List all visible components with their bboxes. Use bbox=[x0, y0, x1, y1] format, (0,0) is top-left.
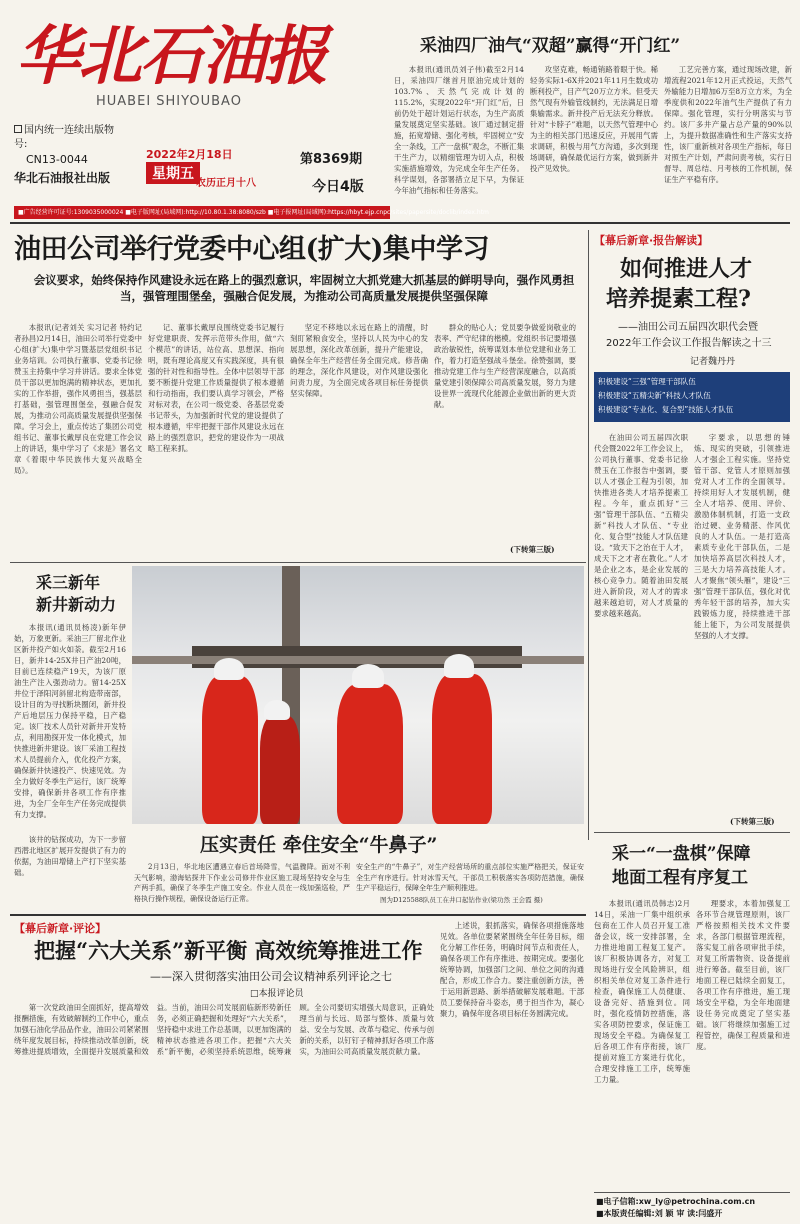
right-tag-2: 积极建设“五精尖新”科技人才队伍 bbox=[598, 391, 711, 400]
main-body-1: 本报讯(记者刘关 实习记者 特约记者孙昌)2月14日，油田公司举行党委中心组(扩大)集中学习暨基层党组织书记业务培训。公司执行董事、党委书记徐赞玉主持集中学习并讲话。要求全体党员干部以更加饱满的精神状态，更加扎实的工作举措，强作风勇担当，强基层打基础，强管理围堡垒，强融合促发展，为推动公司高质量发展提供坚强保障。学习会上，重点传达了集团公司党组书记、董事长戴厚良在党建工作会议上的讲话，集中学习了《求是》署名文章《着眼中华民族伟大复兴战略全局》。 bbox=[14, 323, 142, 475]
masthead-pinyin: HUABEI SHIYOUBAO bbox=[96, 94, 242, 109]
top-story-body-3: 工艺完善方案，通过现场改建，新增流程2021年12月正式投运，天然气外输能力日增加6万至8万立方米，为全季度供和2022年油气生产提供了有力保障。强化管理，实行分明落实与节约。该厂多井产量占总产量的90%以上，为提升数据准确性和生产落实支持性，该厂重新核对各项生产指标，每日对照生产计划，严肃问责考核，实行日督导、周总结、月考核的工作机制，保证生产平稳有序。 bbox=[664, 65, 792, 184]
right-story2-headline-1: 采一“一盘棋”保障 bbox=[612, 844, 751, 864]
commentary-body: 第一次党政油田全面抓好，提高增效报酬措施，有效破解制约工作中心，重点加强石油化学品品作业，油田公司紧紧围绕年度发展目标，持续推动改革创新，统筹推进提质增效，全面提升发展质量和效益。当前，油田公司发展面临新形势新任务，必须正确把握和处理好“六大关系”，坚持稳中求进工作总基调，以更加饱满的精神状态推进各项工作。把握“六大关系”新平衡，必须坚持系统思维，统筹兼顾。全公司要切实增强大局意识，正确处理当前与长远、局部与整体、质量与效益、安全与发展、改革与稳定、传承与创新的关系，以钉钉子精神抓好各项工作落实，为油田公司高质量发展贡献力量。 bbox=[14, 1003, 434, 1056]
photo-caption-title: 压实责任 牵住安全“牛鼻子” bbox=[200, 834, 438, 856]
issue-number: 第8369期 bbox=[300, 152, 363, 167]
pages-today: 今日4版 bbox=[312, 179, 364, 195]
cn-info bbox=[14, 124, 124, 185]
left-body-end: 该井的钻探成功，为下一步留西潜北地区扩展开发提供了有力的依据，为油田增储上产打下坚实基础。 bbox=[14, 835, 126, 877]
footer-email: ■电子信箱:xw_ly@petrochina.com.cn bbox=[596, 1197, 756, 1206]
footer-editors: ■本版责任编辑:刘 颖 审 读:闫盛开 bbox=[596, 1209, 723, 1218]
cn-label-text: 国内统一连续出版物号: bbox=[14, 125, 114, 150]
cn-code: CN13-0044 bbox=[26, 153, 88, 166]
main-headline: 油田公司举行党委中心组(扩大)集中学习 bbox=[14, 234, 490, 265]
masthead-title: 华北石油报 bbox=[16, 19, 326, 94]
right-tag-3: 积极建设“专业化、复合型”技能人才队伍 bbox=[598, 405, 734, 414]
right-headline-1: 如何推进人才 bbox=[620, 256, 753, 282]
right-story2-body-2: 理要求，本着加强复工各环节合规管理原则，该厂严格按照相关技术文件要求，各部门根据管理流程，落实复工前各项审批手续，对复工所需物资、设备提前进行筹备。截至目前，该厂地面工程已陆续全面复工，各项工作有序推进，施工现场安全平稳，为全年地面建设任务完成奠定了坚实基础。该厂将继续加强施工过程管控，确保工程质量和进度。 bbox=[696, 899, 790, 1051]
lunar-date: 农历正月十八 bbox=[196, 178, 256, 189]
checkbox-icon bbox=[14, 125, 22, 133]
main-body-3: 坚定不移地以永远在路上的清醒，时刻盯紧粮食安全，坚持以人民为中心的发展思想，深化改革创新，提升产能建设，确保全年生产经营任务全面完成。修昔确的理念，深化作风建设，对作风建设强化问责力度，为全面完成各项目标任务提供坚实保障。 bbox=[290, 323, 428, 398]
right-body-1: 在油田公司五届四次职代会暨2022年工作会议上，公司执行董事、党委书记徐赞玉在工作报告中强调，要以人才强企工程为引领，加快推进各类人才培养提素工程。今年，重点抓好“三强”管理干部队伍、“五精尖新”科技人才队伍、“专业化、复合型”技能人才队伍建设。“致天下之治在于人才，成天下之才者在教化。”人才是企业之本，是企业发展的核心竞争力。随着油田发展进入新阶段，对人才的需求越来越迫切，对人才质量的要求越来越高。 bbox=[594, 433, 688, 618]
top-story-body-2: 攻坚克难，畅通销路着眼于快。稀轻务实际1-6X并2021年11月生数成功断利投产，目产气20万立方米。但受天然气现有外输管线制约，无法满足日增集输需求。新井投产后无法充分释放。针对“卡脖子”难题，以天然气管理中心为主的相关部门迅速反应，开展用气需求调研，积极与用气方沟通，多次到现场调研，确保最优运行方案，做到新井投产见效快。 bbox=[530, 65, 658, 173]
right-body-2: 字要求，以思想的锤炼、现实的突破，引领推进人才强企工程实施。坚持党管干部、党管人才原则加强党对人才工作的全面领导。持续用好人才发展机制，健全人才培养、使用、评价、激励体制机制，打造一支政治过硬、业务精湛、作风优良的人才队伍。一是打造高素质专业化干部队伍，二是加快培养高层次科技人才，三是大力培养高技能人才。人才聚焦“领头雁”，建设“三强”管理干部队伍，强化对优秀年轻干部的培养，加大实践锻炼力度，持续推进干部能上能下，为公司发展提供坚强的人才支撑。 bbox=[694, 433, 790, 640]
right-continued: (下转第三版) bbox=[730, 817, 775, 826]
weekday: 星期五 bbox=[146, 162, 200, 184]
contact-bar: ■广告经营许可证号:1309035000024 ■电子版网址(局域网):http://10.80.1.38:8080/szb ■电子报网址(局域网):https://hbyt.ejp.cnpc/sites/papersite/doclib/index.htm bbox=[14, 206, 390, 219]
photo-caption-body: 2月13日，华北地区遭遇立春后首场降雪，气温骤降。面对不利天气影响，渤海钻探井下作业公司修井作业区施工现场坚持安全与生产两手抓，确保了冬季生产施工安全。作业人员在一线加强巡检，严格执行操作规程，确保设备运行正常。 bbox=[134, 863, 350, 903]
right-subhead-1: ——油田公司五届四次职代会暨 bbox=[618, 322, 758, 333]
date-box bbox=[146, 146, 296, 189]
right-story2-body-1: 本报讯(通讯员韩志)2月14日，采油一厂集中组织承包商在工作人员召开复工准备会议，统一安排部署，全力推进地面工程复工复产。该厂积极协调各方，对复工现场进行安全风险辨识，组织相关单位对复工条件进行检查，确保施工人员健康、设备完好、措施到位。同时，强化疫情防控措施，落实各项防控要求，保证施工现场安全平稳。为确保复工后各项工作有序衔接，该厂提前对施工方案进行优化，合理安排施工工序，统筹施工力量。 bbox=[594, 899, 690, 1084]
commentary-series-tag: 【幕后新章·评论】 bbox=[14, 922, 107, 935]
left-title-2: 新井新动力 bbox=[36, 595, 117, 614]
right-tag-1: 积极建设“三强”管理干部队伍 bbox=[598, 377, 696, 386]
feature-photo bbox=[132, 566, 584, 824]
commentary-headline: 把握“六大关系”新平衡 高效统筹推进工作 bbox=[34, 938, 423, 963]
main-body-2: 记、董事长戴厚良围绕党委书记履行好党建职责、发挥示范带头作用，做“六个模范”的讲话，站位高、思想深、指向明，既有理论高度又有实践深度，具有很强的针对性和指导性。全体中层领导干部要不断提升党建工作质量提供了根本遵循和行动指南，我们要认真学习领会，严格对标对表，在公司一级党委、各基层党委书记带头，为加强新时代党的建设提供了根本遵循，牢牢把握干部作风建设永远在路上的强烈意识，把党的建设作为一项战略工程来抓。 bbox=[148, 323, 284, 453]
commentary-byline: □本报评论员 bbox=[250, 989, 304, 999]
cn-label bbox=[14, 124, 124, 152]
top-story-headline: 采油四厂油气“双超”赢得“开门红” bbox=[420, 36, 681, 56]
left-title-1: 采三新年 bbox=[36, 573, 101, 592]
right-tag-box bbox=[594, 372, 790, 422]
top-story-body-1: 本报讯(通讯员刘子伟)截至2月14日，采油四厂继首月原油完成计划的103.7%、天然气完成计划的115.2%，实现2022年“开门红”后，日前仍处于超计划运行状态，为生产高质量发展奠定坚实基础。该厂通过制定措施，拓宽增储、强化考核，牢固树立“安全一条线，工产一盘棋”观念，不断汇集干生产力，以精细管理为切入点，积极实施措施增效，为完成全年生产任务。科学谋划，各部署措立足下早，为保证今年油气指标和任务落实。 bbox=[394, 65, 524, 195]
issue-date: 2022年2月18日 bbox=[146, 148, 233, 161]
photo-caption-col2: 安全生产的“牛鼻子”，对生产经营场所的重点部位实施严格把关，保证安全生产有序进行。针对冰雪天气，干部员工积极落实各项防范措施，确保生产平稳运行，保障全年生产顺利推进。 bbox=[356, 863, 584, 892]
left-body: 本报讯(通讯员杨凌)新年伊始，万象更新。采油三厂留北作业区新井投产如火如荼。截至2月16日，新井14-25X井日产油20吨，目前已连续稳产19天，为该厂原油生产注入强劲动力。留14-25X井位于泽阳河斜留北构造带南部，设计目的为寻找断块圈闭，新井投产后地层压力保持平稳，日产稳定。该厂技术人员针对新井开发特点，利用勘探开发一体化模式，加快推进新井建设。该厂采油工程技术人员提前介入，优化投产方案，确保新井快速投产、快速见效。为全力做好冬季生产运行，该厂统筹安排，确保新井各项工作有序推进，为全厂全年生产任务完成提供有力支撑。 bbox=[14, 623, 126, 819]
right-headline-2: 培养提素工程? bbox=[606, 286, 751, 312]
main-subhead: 会议要求，始终保持作风建设永远在路上的强烈意识，牢固树立大抓党建大抓基层的鲜明导向，强作风勇担当，强管理围堡垒，强融合促发展，为推动公司高质量发展提供坚强保障 bbox=[33, 273, 575, 303]
right-series-tag: 【幕后新章·报告解读】 bbox=[594, 234, 709, 247]
commentary-body-2: 上述说，狠抓落实，确保各项措施落地见效。各单位要紧紧围绕全年任务目标，细化分解工作任务，明确时间节点和责任人，确保各项工作有序推进、按期完成。要强化统筹协调，加强部门之间、单位之间的沟通配合，形成工作合力。要注重创新方法，善于运用新思路、新举措破解发展难题。干部员工要保持奋斗姿态，勇于担当作为，凝心聚力，确保年度各项目标任务圆满完成。 bbox=[440, 921, 584, 1018]
main-body-4: 群众的贴心人；党员要争做爱岗敬业的表率、严守纪律的楷模。党组织书记要增强政治敏锐性，统筹谋划本单位党建和业务工作，着力打造坚强战斗堡垒。徐赞强调，要推动党建工作与生产经营深度融合，以高质量党建引领保障公司高质量发展，努力为建设世界一流现代化能源企业做出新的更大贡献。 bbox=[434, 323, 576, 409]
commentary-subhead: ——深入贯彻落实油田公司会议精神系列评论之七 bbox=[150, 970, 392, 983]
right-reporter: 记者魏丹丹 bbox=[690, 357, 736, 367]
right-story2-headline-2: 地面工程有序复工 bbox=[612, 868, 748, 888]
publisher: 华北石油报社出版 bbox=[14, 171, 111, 185]
main-continued: (下转第三版) bbox=[510, 545, 555, 554]
photo-credit: 图为D125588队员工在井口起钻作业(梁功然 王会霞 摄) bbox=[380, 896, 543, 904]
right-subhead-2: 2022年工作会议工作报告解读之十三 bbox=[606, 338, 772, 349]
